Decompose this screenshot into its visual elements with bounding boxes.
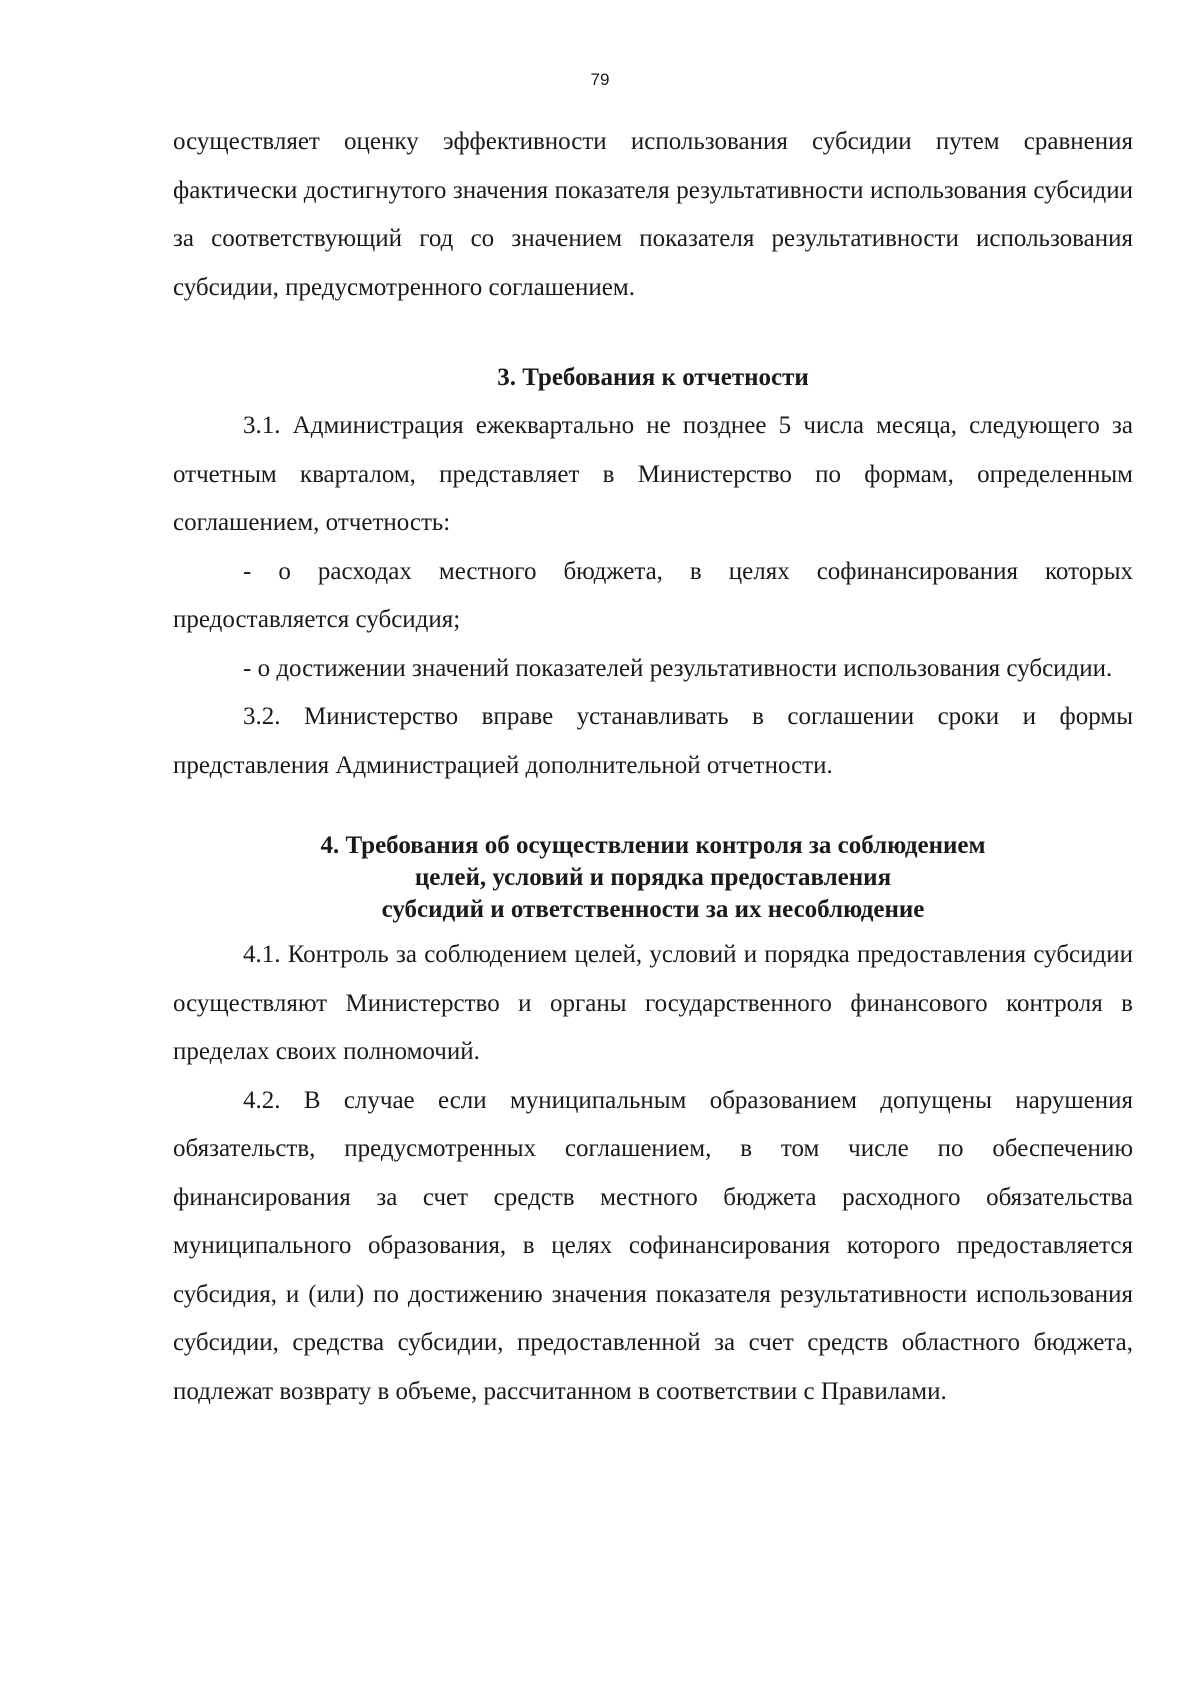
paragraph-3-2: 3.2. Министерство вправе устанавливать в соглашении сроки и формы представления Администрацией дополнительной отчетности.	[173, 703, 1133, 779]
page-number: 79	[590, 70, 610, 89]
section-4-heading	[173, 830, 1133, 926]
spacer	[173, 312, 1133, 354]
paragraph-4-2: 4.2. В случае если муниципальным образованием допущены нарушения обязательств, предусмотренных соглашением, в том числе по обеспечению финансирования за счет средств местного бюджета расходного обязательства муниципального образования, в целях софинансирования которого предоставляется субсидия, и (или) по достижению значения показателя результативности использования субсидии, средства субсидии, предоставленной за счет средств областного бюджета, подлежат возврату в объеме, рассчитанном в соответствии с Правилами.	[173, 1086, 1133, 1405]
paragraph-4-1: 4.1. Контроль за соблюдением целей, условий и порядка предоставления субсидии осуществляют Министерство и органы государственного финансового контроля в пределах своих полномочий.	[173, 941, 1133, 1065]
intro-paragraph: осуществляет оценку эффективности использования субсидии путем сравнения фактически достигнутого значения показателя результативности использования субсидии за соответствующий год со значением показателя результативности использования субсидии, предусмотренного соглашением.	[173, 128, 1133, 301]
section-4-heading-line-3: субсидий и ответственности за их несоблюдение	[381, 896, 925, 923]
list-item-expenses: - о расходах местного бюджета, в целях софинансирования которых предоставляется субсидия;	[173, 557, 1133, 633]
section-4-heading-line-2: целей, условий и порядка предоставления	[414, 864, 892, 891]
section-4-heading-line-1: 4. Требования об осуществлении контроля за соблюдением	[320, 832, 986, 859]
spacer	[173, 790, 1133, 830]
paragraph-3-1: 3.1. Администрация ежеквартально не позднее 5 числа месяца, следующего за отчетным кварталом, представляет в Министерство по формам, определенным соглашением, отчетность:	[173, 412, 1133, 536]
section-3-heading: 3. Требования к отчетности	[497, 364, 809, 391]
list-item-results: - о достижении значений показателей результативности использования субсидии.	[243, 654, 1113, 682]
document-body	[173, 118, 1133, 1416]
